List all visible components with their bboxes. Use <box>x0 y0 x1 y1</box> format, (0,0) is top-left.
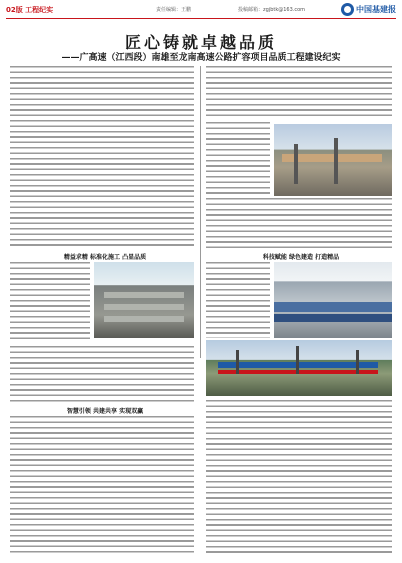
logo-icon <box>341 3 354 16</box>
article-title: 匠心铸就卓越品质 <box>124 33 277 52</box>
header-bar <box>6 4 396 19</box>
column-divider <box>200 66 201 358</box>
photo-panorama <box>206 340 392 396</box>
article-subtitle: ——广高速（江西段）南雄至龙南高速公路扩容项目品质工程建设纪实 <box>61 53 341 63</box>
text-block-right-top <box>206 66 392 120</box>
text-block-right-sec2 <box>206 262 270 338</box>
text-block-left-top <box>10 66 194 248</box>
photo-precast-yard <box>94 262 194 338</box>
email-label: 投稿邮箱：zgjbtk@163.com <box>238 7 306 13</box>
logo-text: 中国基建报 <box>356 4 396 14</box>
text-block-right-mid <box>206 122 270 196</box>
text-block-right-final <box>206 400 392 556</box>
section-heading-1: 精益求精 标准化施工 凸显品质 <box>63 254 147 261</box>
text-block-left-mid <box>10 262 90 342</box>
text-block-left-final <box>10 416 194 556</box>
editor-label: 责任编辑：王鹏 <box>156 7 192 13</box>
page-label: 02版 工程纪实 <box>6 6 54 14</box>
text-block-right-lower <box>206 198 392 248</box>
text-block-left-bottom <box>10 346 194 402</box>
section-heading-2: 科技赋能 绿色建造 打造精品 <box>262 254 340 261</box>
photo-beam-install <box>274 262 392 338</box>
section-heading-3: 智慧引领 共建共享 实现双赢 <box>66 408 144 415</box>
photo-construction-site <box>274 124 392 196</box>
newspaper-logo <box>341 3 396 16</box>
